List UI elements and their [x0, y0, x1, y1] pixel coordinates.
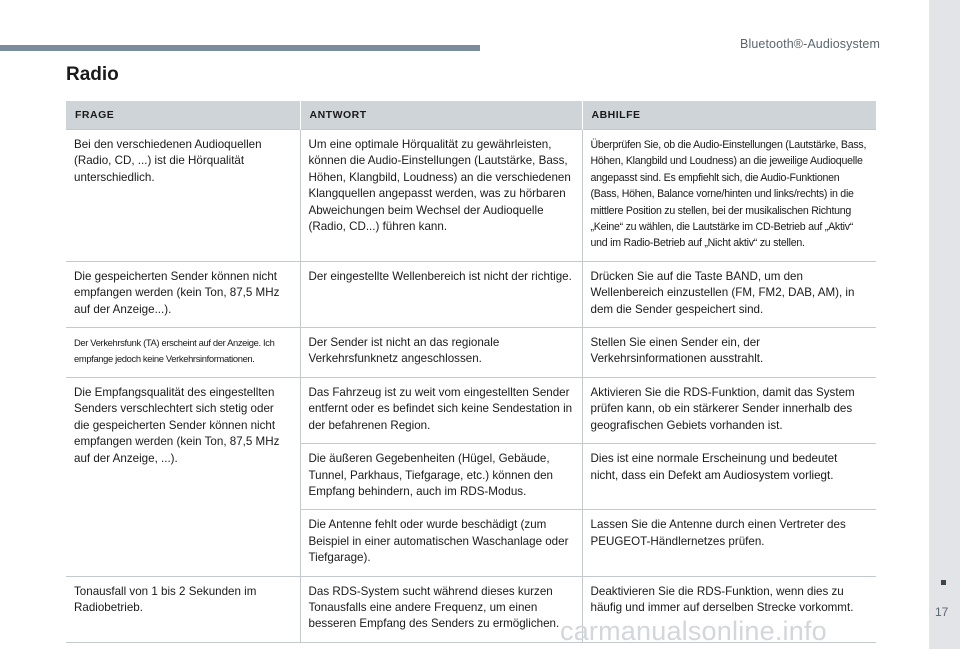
section-title: Bluetooth®-Audiosystem: [740, 37, 880, 51]
column-header-frage: FRAGE: [66, 101, 300, 130]
page-marker: [941, 580, 946, 585]
cell-abhilfe: Deaktivieren Sie die RDS-Funktion, wenn dies zu häufig und immer auf derselben Strecke vorkommt.: [582, 576, 876, 642]
cell-abhilfe: Drücken Sie auf die Taste BAND, um den Wellenbereich einzustellen (FM, FM2, DAB, AM), in dem die Sender gespeichert sind.: [582, 261, 876, 327]
cell-abhilfe: Überprüfen Sie, ob die Audio-Einstellungen (Lautstärke, Bass, Höhen, Klangbild und Loudness) an die jeweilige Audioquelle angepasst sind. Es empfiehlt sich, die Audio-Funktionen (Bass, Höhen, Balance vorne/hinten und links/rechts) in die mittlere Position zu stellen, bei der musikalischen Richtung „Keine“ zu wählen, die Lautstärke im CD-Betrieb auf „Aktiv“ und im Radio-Betrieb auf „Nicht aktiv“ zu stellen.: [582, 130, 876, 262]
cell-frage: Tonausfall von 1 bis 2 Sekunden im Radiobetrieb.: [66, 576, 300, 642]
page-side-strip: [929, 0, 960, 649]
cell-frage: Der Verkehrsfunk (TA) erscheint auf der Anzeige. Ich empfange jedoch keine Verkehrsinformationen.: [66, 328, 300, 378]
column-header-antwort: ANTWORT: [300, 101, 582, 130]
cell-frage: Die gespeicherten Sender können nicht empfangen werden (kein Ton, 87,5 MHz auf der Anzeige...).: [66, 261, 300, 327]
cell-antwort: Das RDS-System sucht während dieses kurzen Tonausfalls eine andere Frequenz, um einen besseren Empfang des Senders zu ermöglichen.: [300, 576, 582, 642]
watermark: carmanualsonline.info: [560, 616, 827, 646]
cell-frage: Die Empfangsqualität des eingestellten Senders verschlechtert sich stetig oder die gespeicherten Sender können nicht empfangen werden (kein Ton, 87,5 MHz auf der Anzeige, ...).: [66, 377, 300, 576]
cell-antwort: Der eingestellte Wellenbereich ist nicht der richtige.: [300, 261, 582, 327]
column-header-abhilfe: ABHILFE: [582, 101, 876, 130]
cell-antwort: Das Fahrzeug ist zu weit vom eingestellten Sender entfernt oder es befindet sich keine Sendestation in der befahrenen Region.: [300, 377, 582, 443]
cell-abhilfe: Dies ist eine normale Erscheinung und bedeutet nicht, dass ein Defekt am Audiosystem vorliegt.: [582, 444, 876, 510]
troubleshooting-table-container: [66, 101, 876, 643]
page-title: Radio: [66, 64, 119, 85]
cell-abhilfe: Lassen Sie die Antenne durch einen Vertreter des PEUGEOT-Händlernetzes prüfen.: [582, 510, 876, 576]
header-rule: [0, 45, 480, 51]
table-row: [66, 261, 876, 327]
cell-abhilfe: Stellen Sie einen Sender ein, der Verkehrsinformationen ausstrahlt.: [582, 328, 876, 378]
cell-antwort: Die äußeren Gegebenheiten (Hügel, Gebäude, Tunnel, Parkhaus, Tiefgarage, etc.) können den Empfang behindern, auch im RDS-Modus.: [300, 444, 582, 510]
page-number: 17: [935, 605, 949, 619]
troubleshooting-table: [66, 101, 876, 643]
cell-antwort: Die Antenne fehlt oder wurde beschädigt (zum Beispiel in einer automatischen Waschanlage oder Tiefgarage).: [300, 510, 582, 576]
cell-antwort: Um eine optimale Hörqualität zu gewährleisten, können die Audio-Einstellungen (Lautstärke, Bass, Höhen, Klangbild, Loudness) an die verschiedenen Klangquellen angepasst werden, was zu hörbaren Abweichungen beim Wechsel der Audioquelle (Radio, CD...) führen kann.: [300, 130, 582, 262]
table-row: [66, 377, 876, 443]
table-row: [66, 130, 876, 262]
cell-abhilfe: Aktivieren Sie die RDS-Funktion, damit das System prüfen kann, ob ein stärkerer Sender innerhalb des geografischen Gebiets vorhanden ist.: [582, 377, 876, 443]
table-row: [66, 328, 876, 378]
table-header-row: [66, 101, 876, 130]
cell-frage: Bei den verschiedenen Audioquellen (Radio, CD, ...) ist die Hörqualität unterschiedlich.: [66, 130, 300, 262]
cell-antwort: Der Sender ist nicht an das regionale Verkehrsfunknetz angeschlossen.: [300, 328, 582, 378]
